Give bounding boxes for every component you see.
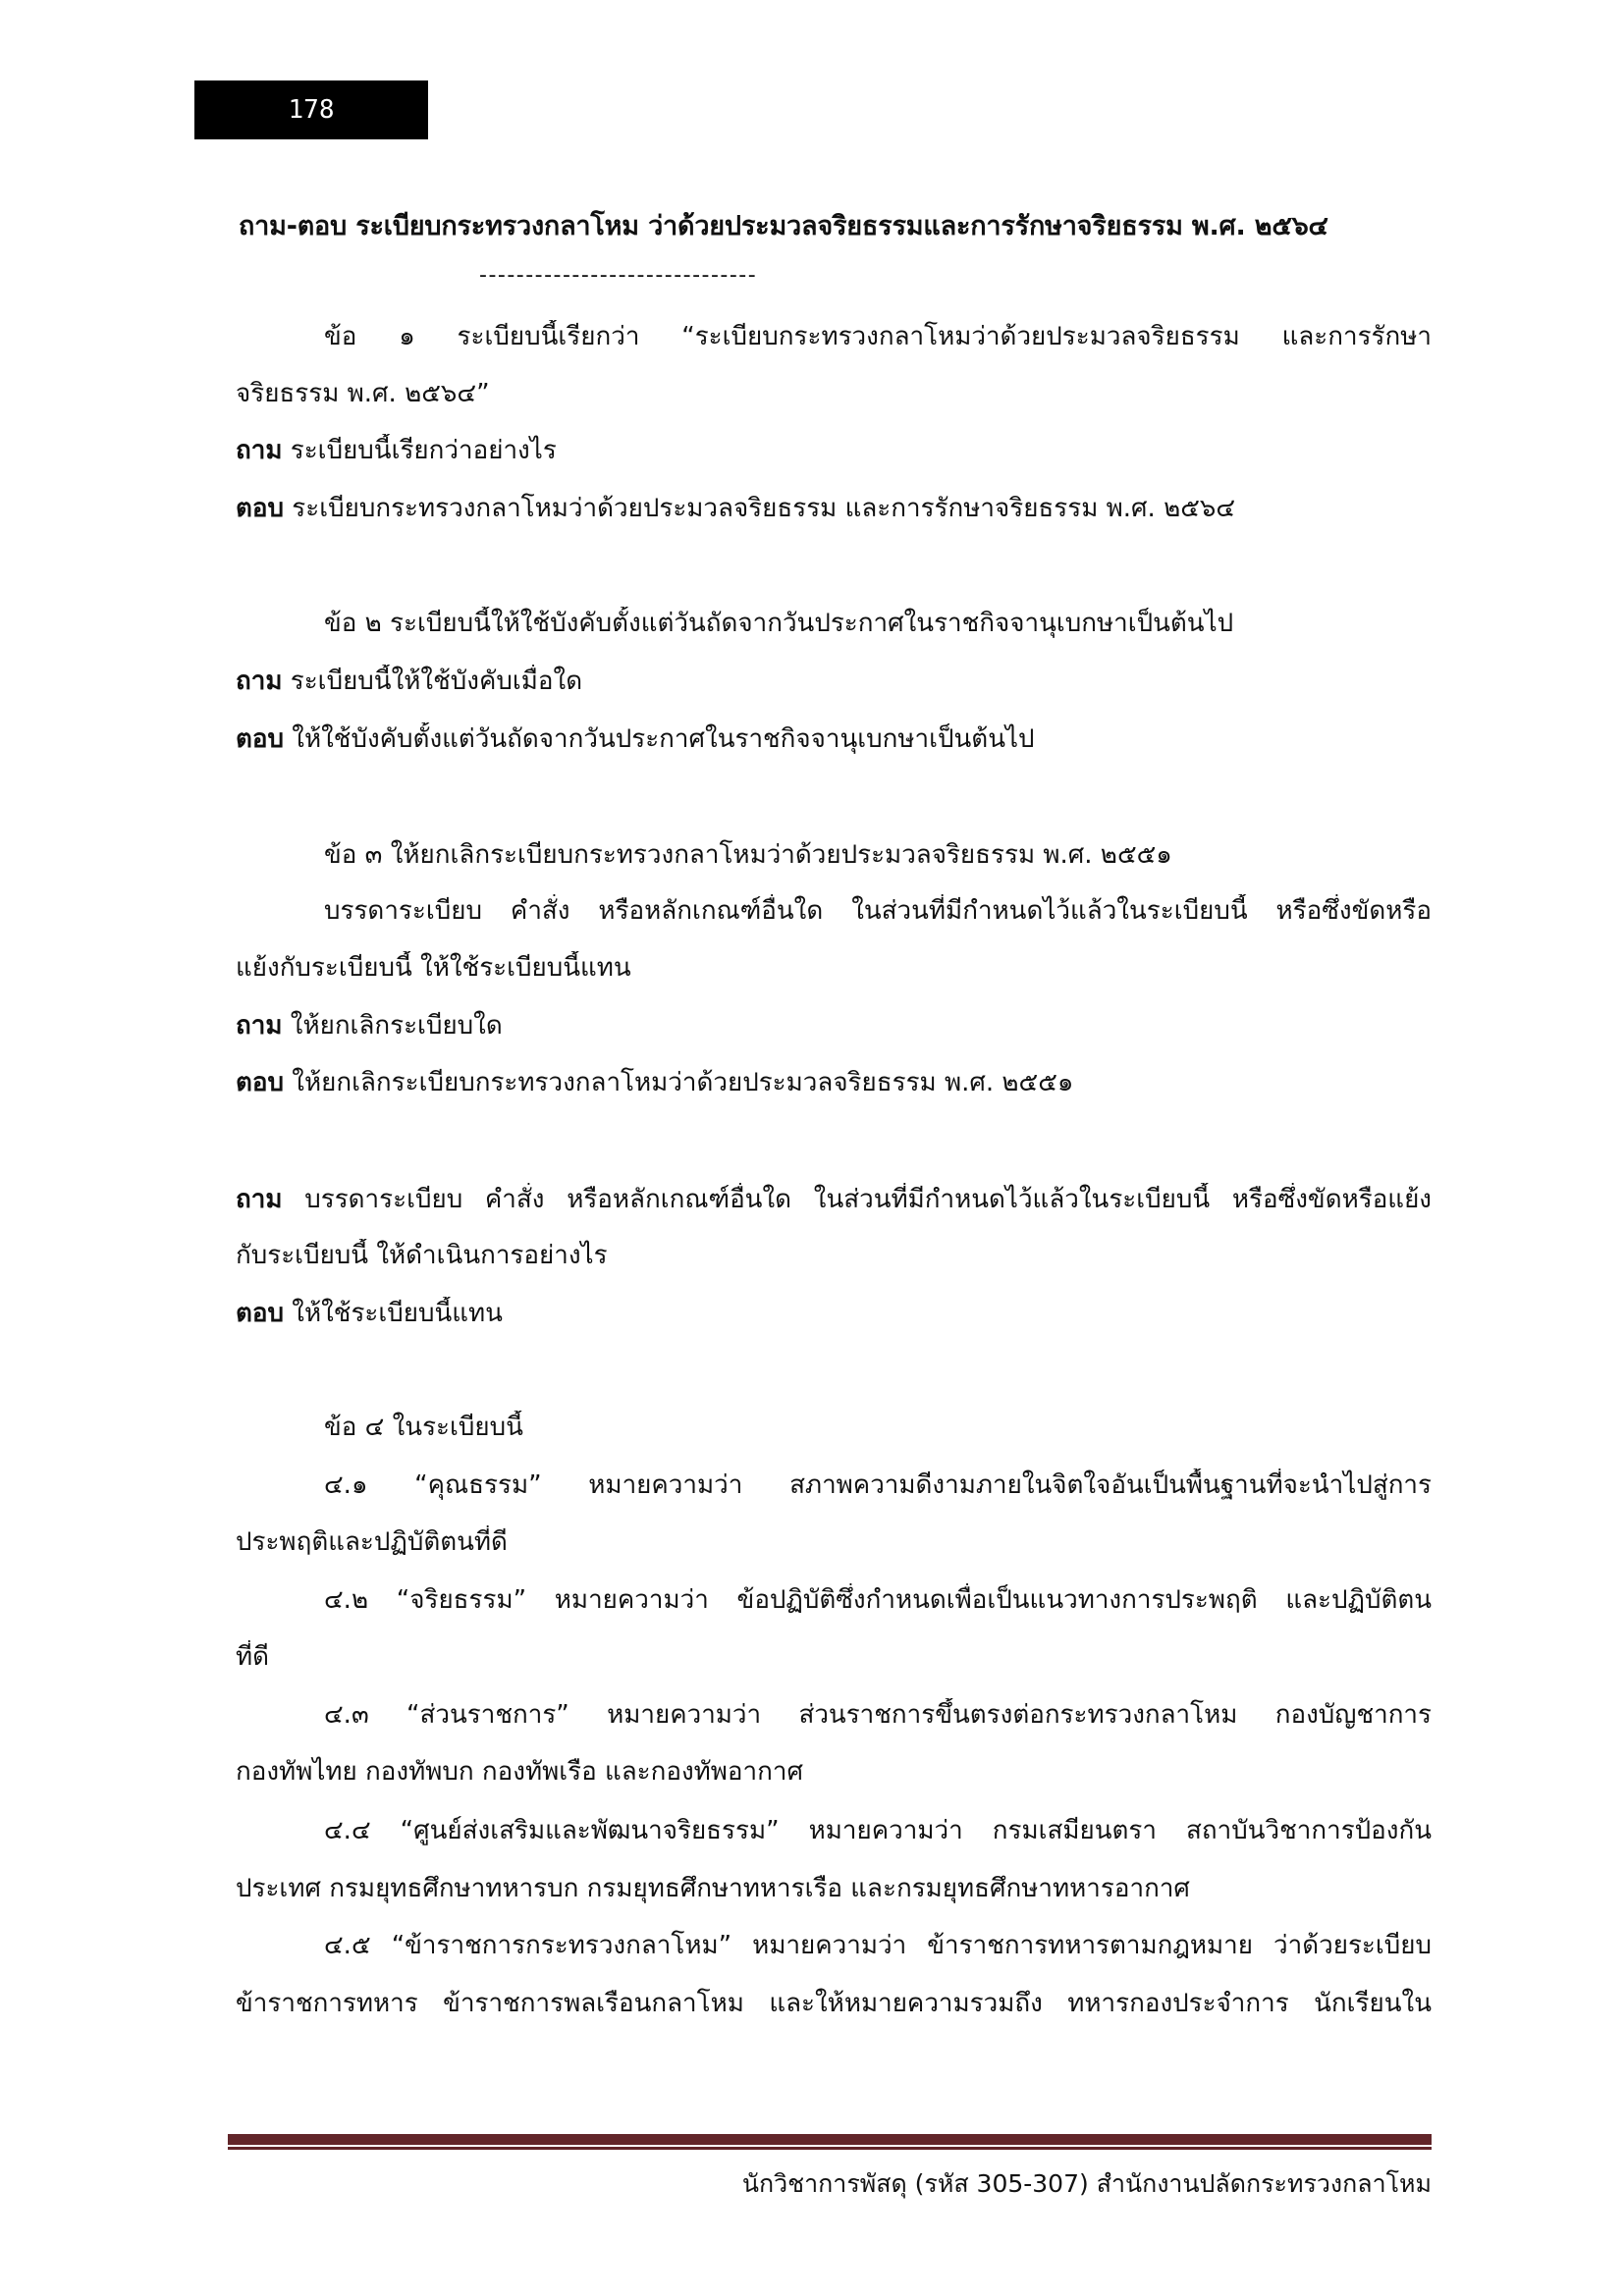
answer-3 (236, 1066, 1432, 1099)
question-text: บรรดาระเบียบ คำสั่ง หรือหลักเกณฑ์อื่นใด ในส่วนที่มีกำหนดไว้แล้วในระเบียบนี้ หรือซึ่งขัดหรือแย้ง (304, 1185, 1432, 1214)
question-label: ถาม (236, 1185, 283, 1214)
question-text: ระเบียบนี้ให้ใช้บังคับเมื่อใด (290, 667, 583, 696)
definition-4-5-line-1: ๔.๕ “ข้าราชการกระทรวงกลาโหม” หมายความว่า ข้าราชการทหารตามกฎหมาย ว่าด้วยระเบียบ (324, 1931, 1432, 1960)
answer-label: ตอบ (236, 1068, 285, 1097)
answer-1 (236, 492, 1432, 525)
question-label: ถาม (236, 436, 283, 465)
definition-4-5-line-2: ข้าราชการทหาร ข้าราชการพลเรือนกลาโหม และให้หมายความรวมถึง ทหารกองประจำการ นักเรียนใน (236, 1989, 1432, 2018)
page-number-box (194, 80, 428, 139)
clause-3-line-1: ข้อ ๓ ให้ยกเลิกระเบียบกระทรวงกลาโหมว่าด้วยประมวลจริยธรรม พ.ศ. ๒๕๕๑ (324, 840, 1172, 870)
answer-3b (236, 1297, 1432, 1330)
definition-4-4-line-1: ๔.๔ “ศูนย์ส่งเสริมและพัฒนาจริยธรรม” หมายความว่า กรมเสมียนตรา สถาบันวิชาการป้องกัน (324, 1816, 1432, 1845)
answer-text: ให้ใช้บังคับตั้งแต่วันถัดจากวันประกาศในราชกิจจานุเบกษาเป็นต้นไป (292, 724, 1035, 754)
answer-text: ระเบียบกระทรวงกลาโหมว่าด้วยประมวลจริยธรรม และการรักษาจริยธรรม พ.ศ. ๒๕๖๔ (292, 494, 1236, 523)
question-text: ระเบียบนี้เรียกว่าอย่างไร (290, 436, 557, 465)
footer-rule (228, 2134, 1432, 2145)
clause-1-line-2: จริยธรรม พ.ศ. ๒๕๖๔” (236, 379, 490, 408)
clause-4-line-1: ข้อ ๔ ในระเบียบนี้ (324, 1413, 523, 1442)
title-separator: ------------------------------ (479, 263, 758, 288)
answer-text: ให้ใช้ระเบียบนี้แทน (292, 1299, 503, 1328)
answer-label: ตอบ (236, 1299, 285, 1328)
page-number: 178 (288, 95, 335, 125)
question-3 (236, 1009, 1432, 1042)
definition-4-2-line-1: ๔.๒ “จริยธรรม” หมายความว่า ข้อปฏิบัติซึ่งกำหนดเพื่อเป็นแนวทางการประพฤติ และปฏิบัติตน (324, 1585, 1432, 1615)
question-1 (236, 434, 1432, 467)
definition-4-1-line-1: ๔.๑ “คุณธรรม” หมายความว่า สภาพความดีงามภายในจิตใจอันเป็นพื้นฐานที่จะนำไปสู่การ (324, 1470, 1432, 1500)
definition-4-3-line-1: ๔.๓ “ส่วนราชการ” หมายความว่า ส่วนราชการขึ้นตรงต่อกระทรวงกลาโหม กองบัญชาการ (324, 1700, 1432, 1730)
clause-3-line-3: แย้งกับระเบียบนี้ ให้ใช้ระเบียบนี้แทน (236, 953, 631, 983)
definition-4-4-line-2: ประเทศ กรมยุทธศึกษาทหารบก กรมยุทธศึกษาทหารเรือ และกรมยุทธศึกษาทหารอากาศ (236, 1874, 1190, 1903)
answer-2 (236, 722, 1432, 756)
footer-rule-thin (228, 2147, 1432, 2150)
document-title: ถาม-ตอบ ระเบียบกระทรวงกลาโหม ว่าด้วยประมวลจริยธรรมและการรักษาจริยธรรม พ.ศ. ๒๕๖๔ (239, 211, 1328, 241)
question-3b-line-2: กับระเบียบนี้ ให้ดำเนินการอย่างไร (236, 1241, 608, 1270)
clause-2-line-1: ข้อ ๒ ระเบียบนี้ให้ใช้บังคับตั้งแต่วันถัดจากวันประกาศในราชกิจจานุเบกษาเป็นต้นไป (324, 609, 1234, 638)
answer-text: ให้ยกเลิกระเบียบกระทรวงกลาโหมว่าด้วยประมวลจริยธรรม พ.ศ. ๒๕๕๑ (292, 1068, 1074, 1097)
definition-4-1-line-2: ประพฤติและปฏิบัติตนที่ดี (236, 1527, 508, 1557)
question-2 (236, 665, 1432, 698)
clause-3-line-2: บรรดาระเบียบ คำสั่ง หรือหลักเกณฑ์อื่นใด ในส่วนที่มีกำหนดไว้แล้วในระเบียบนี้ หรือซึ่งขัดหรือ (324, 896, 1432, 926)
question-label: ถาม (236, 1011, 283, 1041)
question-text: ให้ยกเลิกระเบียบใด (290, 1011, 503, 1041)
question-label: ถาม (236, 667, 283, 696)
definition-4-3-line-2: กองทัพไทย กองทัพบก กองทัพเรือ และกองทัพอากาศ (236, 1757, 803, 1787)
question-3b-line-1 (236, 1183, 1432, 1216)
answer-label: ตอบ (236, 494, 285, 523)
page-footer: นักวิชาการพัสดุ (รหัส 305-307) สำนักงานปลัดกระทรวงกลาโหม (741, 2169, 1432, 2198)
answer-label: ตอบ (236, 724, 285, 754)
definition-4-2-line-2: ที่ดี (236, 1642, 270, 1672)
clause-1-line-1: ข้อ ๑ ระเบียบนี้เรียกว่า “ระเบียบกระทรวงกลาโหมว่าด้วยประมวลจริยธรรม และการรักษา (324, 322, 1432, 351)
